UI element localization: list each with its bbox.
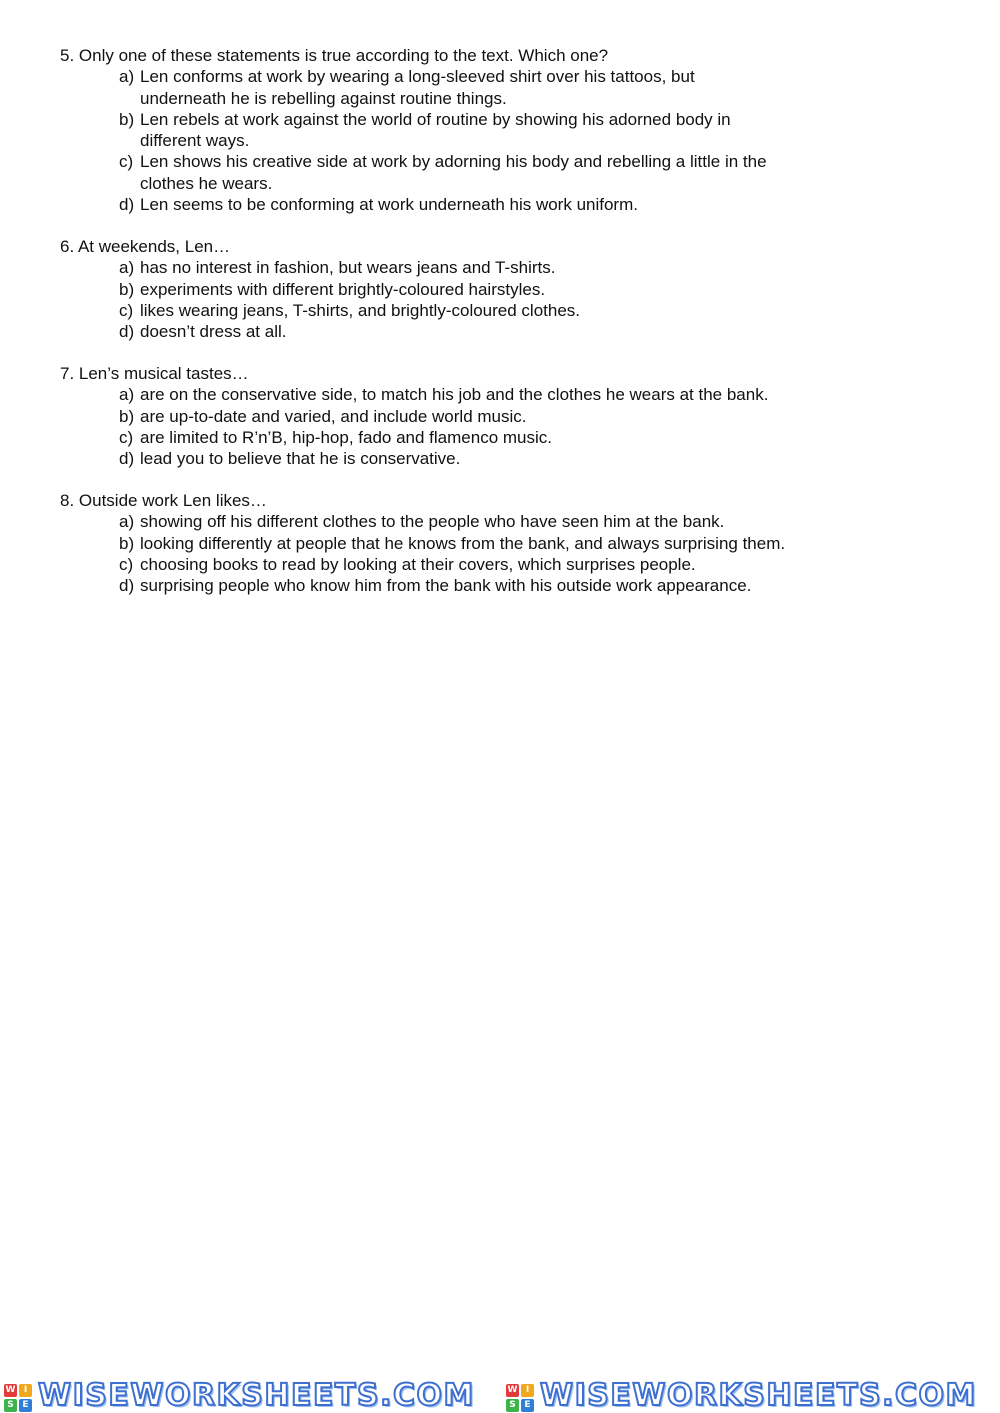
option-b — [119, 533, 960, 554]
option-list — [60, 257, 960, 342]
option-line: looking differently at people that he knows from the bank, and always surprising them. — [140, 533, 786, 553]
option-line: doesn’t dress at all. — [140, 322, 287, 342]
option-line: lead you to believe that he is conservative. — [140, 449, 461, 469]
logo-cell: W — [5, 1385, 16, 1395]
option-c — [119, 151, 960, 194]
brand-wordmark — [38, 1378, 475, 1413]
option-d — [119, 448, 960, 469]
brand-wordmark — [540, 1378, 977, 1413]
option-line: has no interest in fashion, but wears jeans and T-shirts. — [140, 258, 556, 278]
option-letter: c) — [119, 554, 134, 574]
option-b — [119, 279, 960, 300]
option-letter: a) — [119, 512, 135, 532]
question-stem: 7. Len’s musical tastes… — [60, 364, 249, 383]
option-d — [119, 575, 960, 596]
option-line: choosing books to read by looking at their covers, which surprises people. — [140, 554, 696, 574]
logo-cell: S — [4, 1399, 17, 1412]
question-7 — [60, 363, 960, 469]
option-line: showing off his different clothes to the people who have seen him at the bank. — [140, 512, 725, 532]
option-list — [60, 384, 960, 469]
option-letter: b) — [119, 109, 135, 129]
option-letter: a) — [119, 385, 135, 405]
option-line: different ways. — [140, 131, 250, 151]
option-letter: c) — [119, 300, 134, 320]
question-stem: 8. Outside work Len likes… — [60, 491, 267, 510]
logo-grid-icon — [4, 1384, 32, 1412]
option-line: Len conforms at work by wearing a long-sleeved shirt over his tattoos, but — [140, 67, 695, 87]
option-d — [119, 321, 960, 342]
question-8 — [60, 490, 960, 596]
option-letter: b) — [119, 279, 135, 299]
option-letter: c) — [119, 427, 134, 447]
option-letter: b) — [119, 406, 135, 426]
logo-cell: W — [507, 1385, 518, 1395]
option-line: surprising people who know him from the bank with his outside work appearance. — [140, 576, 752, 596]
option-line: experiments with different brightly-coloured hairstyles. — [140, 279, 546, 299]
option-a — [119, 66, 960, 109]
option-letter: c) — [119, 152, 134, 172]
option-b — [119, 406, 960, 427]
option-c — [119, 554, 960, 575]
option-line: Len shows his creative side at work by adorning his body and rebelling a little in the — [140, 152, 767, 172]
option-letter: d) — [119, 449, 135, 469]
option-letter: b) — [119, 533, 135, 553]
option-list — [60, 66, 960, 215]
option-b — [119, 109, 960, 152]
logo-cell: E — [521, 1399, 534, 1412]
option-letter: a) — [119, 258, 135, 278]
option-c — [119, 300, 960, 321]
option-c — [119, 427, 960, 448]
option-line: are up-to-date and varied, and include world music. — [140, 406, 527, 426]
option-letter: d) — [119, 195, 135, 215]
footer-watermark — [0, 1378, 1000, 1413]
option-a — [119, 384, 960, 405]
option-d — [119, 194, 960, 215]
option-line: Len seems to be conforming at work underneath his work uniform. — [140, 195, 638, 215]
logo-cell: S — [506, 1399, 519, 1412]
logo-cell: I — [19, 1384, 32, 1397]
option-letter: d) — [119, 576, 135, 596]
question-stem: 5. Only one of these statements is true according to the text. Which one? — [60, 46, 609, 65]
question-stem: 6. At weekends, Len… — [60, 237, 231, 256]
brand-text: WISEWORKSHEETS.COM — [38, 1378, 475, 1413]
option-a — [119, 511, 960, 532]
brand-text: WISEWORKSHEETS.COM — [540, 1378, 977, 1413]
option-line: likes wearing jeans, T-shirts, and brightly-coloured clothes. — [140, 300, 581, 320]
logo-cell: I — [521, 1384, 534, 1397]
question-5 — [60, 45, 960, 215]
option-a — [119, 257, 960, 278]
option-line: underneath he is rebelling against routine things. — [140, 88, 507, 108]
option-line: clothes he wears. — [140, 173, 273, 193]
option-line: are on the conservative side, to match his job and the clothes he wears at the bank. — [140, 385, 769, 405]
logo-grid-icon — [506, 1384, 534, 1412]
option-letter: a) — [119, 67, 135, 87]
question-6 — [60, 236, 960, 342]
option-line: are limited to R’n’B, hip-hop, fado and flamenco music. — [140, 427, 552, 447]
option-list — [60, 511, 960, 596]
logo-cell: E — [19, 1399, 32, 1412]
option-line: Len rebels at work against the world of routine by showing his adorned body in — [140, 109, 731, 129]
option-letter: d) — [119, 322, 135, 342]
